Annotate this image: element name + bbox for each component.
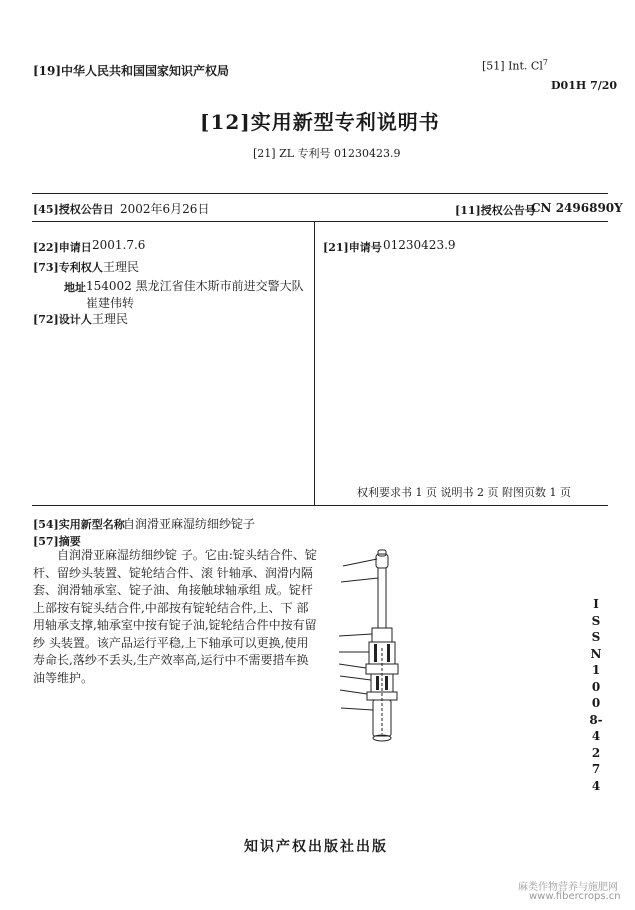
rule-bottom xyxy=(32,505,608,506)
watermark-cn: 麻类作物营养与施肥网 xyxy=(518,882,618,893)
abstract-label: [57]摘要 xyxy=(33,535,81,548)
rule-top xyxy=(32,193,608,194)
int-cl-code: D01H 7/20 xyxy=(551,79,618,92)
address-line2: 崔建伟转 xyxy=(86,296,135,310)
grant-date-label: [45]授权公告日 xyxy=(33,203,114,216)
rule-meta xyxy=(32,221,608,222)
patent-number: [21] ZL 专利号 01230423.9 xyxy=(253,147,401,160)
application-date-label: [22]申请日 xyxy=(33,241,92,254)
column-divider xyxy=(314,221,315,505)
int-cl-sup: 7 xyxy=(542,58,548,67)
address-label: 地址 xyxy=(64,281,86,294)
int-cl-text: [51] Int. Cl xyxy=(482,59,543,73)
application-date: 2001.7.6 xyxy=(92,238,146,252)
address-line1: 154002 黑龙江省佳木斯市前进交警大队 xyxy=(86,279,304,293)
utility-name-label: [54]实用新型名称 xyxy=(33,518,125,531)
watermark-url: www.fibercrops.cn xyxy=(529,891,621,902)
grant-date: 2002年6月26日 xyxy=(120,202,210,216)
abstract-text: 自润滑亚麻湿纺细纱锭 子。它由:锭头结合件、锭杆、留纱头装置、锭轮结合件、滚 针轴承、润滑内隔套、润滑轴承室、锭子油、角接触球轴承组 成。锭杆上部按有锭头结合件,中部按有锭轮结合件,上、下 部用轴承支撑,轴承室中按有锭子油,锭轮结合件中按有留纱 头装置。该产品运行平稳,上下轴承可以更换,使用寿命长,落纱不丢头,生产效率高,运行中不需要措车换油等维护。 xyxy=(33,548,317,685)
issn-vertical: ISSN1008-4274 xyxy=(589,597,603,793)
designer: 王理民 xyxy=(92,312,129,326)
int-cl-label xyxy=(482,58,548,73)
application-number: 01230423.9 xyxy=(383,238,456,252)
owner: 王理民 xyxy=(103,260,140,274)
application-number-label: [21]申请号 xyxy=(323,241,382,254)
grant-number: CN 2496890Y xyxy=(531,201,623,215)
office-name: [19]中华人民共和国国家知识产权局 xyxy=(33,64,230,78)
page-counts: 权利要求书 1 页 说明书 2 页 附图页数 1 页 xyxy=(357,486,571,499)
owner-label: [73]专利权人 xyxy=(33,261,103,274)
document-type-title: [12]实用新型专利说明书 xyxy=(200,110,440,134)
grant-number-label: [11]授权公告号 xyxy=(455,204,536,217)
designer-label: [72]设计人 xyxy=(33,313,92,326)
publisher: 知识产权出版社出版 xyxy=(244,839,388,855)
utility-name: 自润滑亚麻湿纺细纱锭子 xyxy=(123,517,256,531)
spindle-drawing xyxy=(325,548,415,746)
